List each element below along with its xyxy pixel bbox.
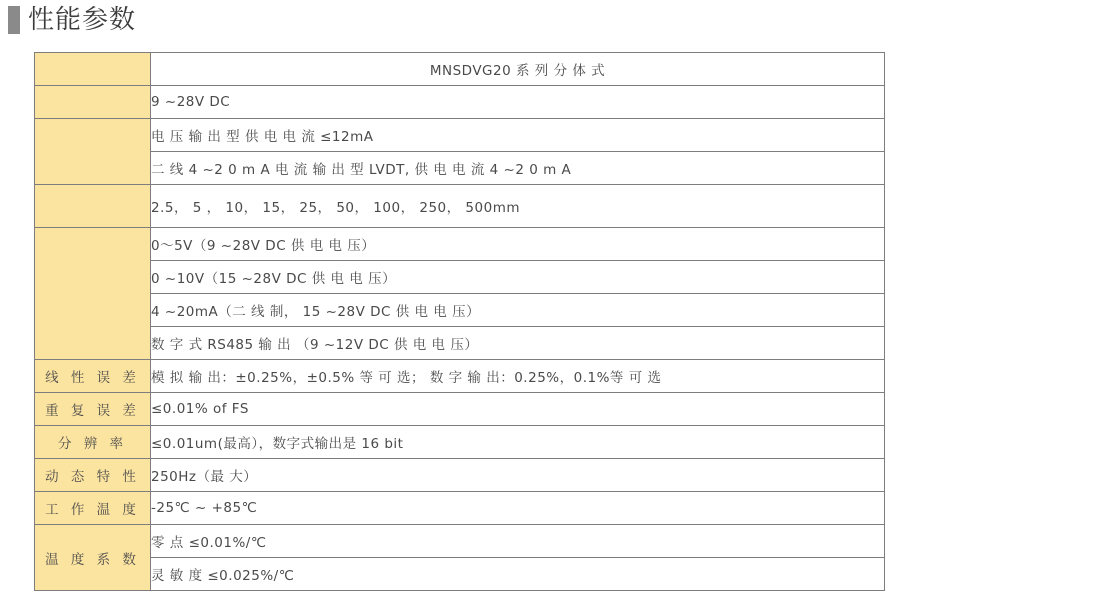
section-title: 性能参数: [28, 5, 137, 35]
table-row: [35, 228, 885, 261]
resolution-label: 分 辨 率: [35, 426, 151, 459]
linearity-value: 模 拟 输 出：±0.25%，±0.5% 等 可 选； 数 字 输 出：0.25%，0.1%等 可 选: [151, 360, 885, 393]
table-row: [35, 261, 885, 294]
table-row: [35, 294, 885, 327]
table-row: [35, 53, 885, 86]
resolution-value: ≤0.01um(最高），数字式输出是 16 bit: [151, 426, 885, 459]
zero-drift-value: 零 点 ≤0.01%/℃: [151, 525, 885, 558]
repeatability-label: 重 复 误 差: [35, 393, 151, 426]
table-row: [35, 459, 885, 492]
dynamic-value: 250Hz（最 大）: [151, 459, 885, 492]
row-label-empty: [35, 86, 151, 119]
dynamic-label: 动 态 特 性: [35, 459, 151, 492]
supply-value: 9 ~28V DC: [151, 86, 885, 119]
output-option-1: 0～5V（9 ~28V DC 供 电 电 压）: [151, 228, 885, 261]
ranges-value: 2.5， 5 ， 10， 15， 25， 50， 100， 250， 500mm: [151, 185, 885, 228]
section-heading: [8, 5, 136, 35]
table-row: [35, 327, 885, 360]
output-option-2: 0 ~10V（15 ~28V DC 供 电 电 压）: [151, 261, 885, 294]
table-row: [35, 525, 885, 558]
table-row: [35, 152, 885, 185]
table-row: [35, 86, 885, 119]
output-option-3: 4 ~20mA（二 线 制， 15 ~28V DC 供 电 电 压）: [151, 294, 885, 327]
table-row: [35, 119, 885, 152]
row-label-empty: [35, 185, 151, 228]
series-header: MNSDVG20 系 列 分 体 式: [151, 53, 885, 86]
temp-value: -25℃ ~ +85℃: [151, 492, 885, 525]
temp-label: 工 作 温 度: [35, 492, 151, 525]
row-label-empty: [35, 228, 151, 360]
sensitivity-drift-value: 灵 敏 度 ≤0.025%/℃: [151, 558, 885, 591]
table-row: [35, 558, 885, 591]
heading-marker: [8, 6, 20, 34]
row-label-empty: [35, 53, 151, 86]
current-4-20-output: 二 线 4 ~2 0 m A 电 流 输 出 型 LVDT, 供 电 电 流 4 ~2 0 m A: [151, 152, 885, 185]
linearity-label: 线 性 误 差: [35, 360, 151, 393]
spec-table: [34, 52, 885, 591]
current-voltage-output: 电 压 输 出 型 供 电 电 流 ≤12mA: [151, 119, 885, 152]
repeatability-value: ≤0.01% of FS: [151, 393, 885, 426]
table-row: [35, 492, 885, 525]
table-row: [35, 393, 885, 426]
table-row: [35, 426, 885, 459]
output-option-4: 数 字 式 RS485 输 出 （9 ~12V DC 供 电 电 压）: [151, 327, 885, 360]
temp-coef-label: 温 度 系 数: [35, 525, 151, 591]
table-row: [35, 185, 885, 228]
row-label-empty: [35, 119, 151, 185]
table-row: [35, 360, 885, 393]
